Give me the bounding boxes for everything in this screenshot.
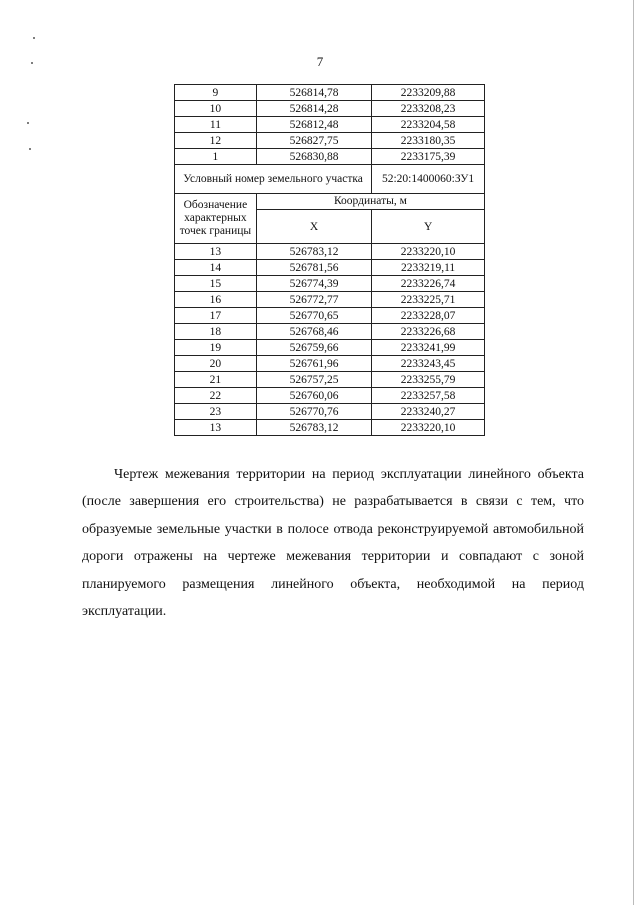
table-row bbox=[175, 324, 485, 340]
parcel-number: 52:20:1400060:ЗУ1 bbox=[372, 165, 485, 194]
x-cell: 526770,65 bbox=[256, 308, 371, 324]
y-cell: 2233240,27 bbox=[372, 404, 485, 420]
table-row bbox=[175, 244, 485, 260]
point-cell: 15 bbox=[175, 276, 257, 292]
table-row bbox=[175, 372, 485, 388]
y-cell: 2233208,23 bbox=[372, 101, 485, 117]
y-cell: 2233220,10 bbox=[372, 244, 485, 260]
parcel-row bbox=[175, 165, 485, 194]
x-cell: 526774,39 bbox=[256, 276, 371, 292]
scan-speck bbox=[31, 62, 33, 64]
table-row bbox=[175, 404, 485, 420]
x-cell: 526783,12 bbox=[256, 420, 371, 436]
point-cell: 19 bbox=[175, 340, 257, 356]
y-cell: 2233225,71 bbox=[372, 292, 485, 308]
point-cell: 1 bbox=[175, 149, 257, 165]
y-cell: 2233226,68 bbox=[372, 324, 485, 340]
x-cell: 526757,25 bbox=[256, 372, 371, 388]
point-cell: 16 bbox=[175, 292, 257, 308]
table-row bbox=[175, 260, 485, 276]
y-cell: 2233226,74 bbox=[372, 276, 485, 292]
y-cell: 2233219,11 bbox=[372, 260, 485, 276]
header-row bbox=[175, 194, 485, 210]
y-cell: 2233209,88 bbox=[372, 85, 485, 101]
point-cell: 20 bbox=[175, 356, 257, 372]
table-row bbox=[175, 292, 485, 308]
y-cell: 2233175,39 bbox=[372, 149, 485, 165]
body-paragraph: Чертеж межевания территории на период эксплуатации линейного объекта (после завершения его строительства) не разрабатывается в связи с тем, что образуемые земельные участки в полосе отвода реконструируемой автомобильной дороги отражены на чертеже межевания территории и совпадают с зоной планируемого размещения линейного объекта, необходимой на период эксплуатации. bbox=[82, 467, 584, 620]
coordinates-table bbox=[174, 84, 485, 436]
x-cell: 526781,56 bbox=[256, 260, 371, 276]
x-cell: 526812,48 bbox=[256, 117, 371, 133]
points-header: Обозначение характерных точек границы bbox=[175, 194, 257, 244]
point-cell: 13 bbox=[175, 244, 257, 260]
y-cell: 2233257,58 bbox=[372, 388, 485, 404]
point-cell: 23 bbox=[175, 404, 257, 420]
point-cell: 17 bbox=[175, 308, 257, 324]
x-cell: 526761,96 bbox=[256, 356, 371, 372]
scan-speck bbox=[29, 148, 31, 150]
x-cell: 526830,88 bbox=[256, 149, 371, 165]
table-row bbox=[175, 149, 485, 165]
x-cell: 526772,77 bbox=[256, 292, 371, 308]
scan-speck bbox=[33, 37, 35, 39]
point-cell: 14 bbox=[175, 260, 257, 276]
table-row bbox=[175, 101, 485, 117]
point-cell: 22 bbox=[175, 388, 257, 404]
y-cell: 2233228,07 bbox=[372, 308, 485, 324]
x-cell: 526768,46 bbox=[256, 324, 371, 340]
scan-speck bbox=[27, 122, 29, 124]
x-cell: 526760,06 bbox=[256, 388, 371, 404]
y-header: Y bbox=[372, 210, 485, 244]
table-row bbox=[175, 356, 485, 372]
table-row bbox=[175, 133, 485, 149]
page-number: 7 bbox=[316, 54, 324, 69]
table-row bbox=[175, 340, 485, 356]
point-cell: 12 bbox=[175, 133, 257, 149]
y-cell: 2233243,45 bbox=[372, 356, 485, 372]
x-cell: 526827,75 bbox=[256, 133, 371, 149]
x-cell: 526814,78 bbox=[256, 85, 371, 101]
y-cell: 2233220,10 bbox=[372, 420, 485, 436]
table-row bbox=[175, 388, 485, 404]
table-bottom-rows bbox=[175, 244, 485, 436]
coordinates-header: Координаты, м bbox=[256, 194, 484, 210]
table-row bbox=[175, 276, 485, 292]
x-header: X bbox=[256, 210, 371, 244]
point-cell: 11 bbox=[175, 117, 257, 133]
point-cell: 13 bbox=[175, 420, 257, 436]
point-cell: 18 bbox=[175, 324, 257, 340]
parcel-label: Условный номер земельного участка bbox=[175, 165, 372, 194]
table-row bbox=[175, 85, 485, 101]
y-cell: 2233255,79 bbox=[372, 372, 485, 388]
point-cell: 10 bbox=[175, 101, 257, 117]
table-row bbox=[175, 420, 485, 436]
x-cell: 526783,12 bbox=[256, 244, 371, 260]
y-cell: 2233241,99 bbox=[372, 340, 485, 356]
x-cell: 526759,66 bbox=[256, 340, 371, 356]
point-cell: 21 bbox=[175, 372, 257, 388]
point-cell: 9 bbox=[175, 85, 257, 101]
table-top-rows bbox=[175, 85, 485, 165]
y-cell: 2233180,35 bbox=[372, 133, 485, 149]
table-row bbox=[175, 117, 485, 133]
x-cell: 526814,28 bbox=[256, 101, 371, 117]
y-cell: 2233204,58 bbox=[372, 117, 485, 133]
x-cell: 526770,76 bbox=[256, 404, 371, 420]
scan-edge-line bbox=[633, 0, 634, 905]
table-row bbox=[175, 308, 485, 324]
